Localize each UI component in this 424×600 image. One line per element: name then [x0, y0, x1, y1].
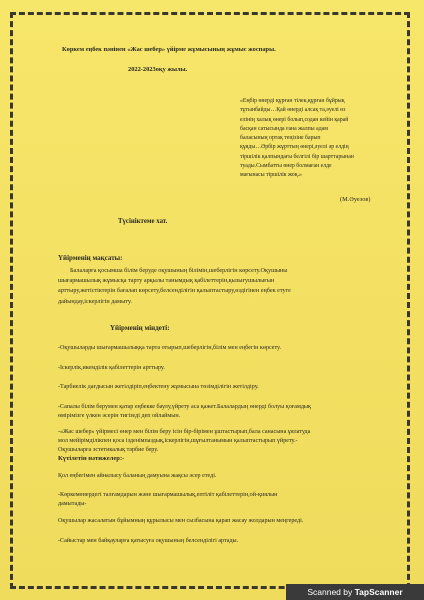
scanner-watermark — [286, 584, 424, 600]
expected-results-heading: Күтілетін нәтижелер:- — [58, 455, 125, 462]
quote-line: елінің халық өнері болып,содан кейін қарай — [240, 116, 349, 123]
goal-line: арттыру,жетістіктерін бағалап көрсету,белсенділігін қалыптастыру,өздігінен еңбек етуге — [58, 287, 291, 295]
epigraph-quote — [240, 97, 390, 181]
quote-line: туады.Сымбатты өнер болмаған елде — [240, 163, 332, 170]
task-item — [58, 383, 388, 392]
academic-year: 2022-2023оқу жылы. — [128, 66, 188, 73]
expected-line: -Сайыстар мен байқауларға қатысуға оқушының белсенділігі артады. — [58, 538, 239, 544]
goal-line: дайындау,іскерлігін дамыту. — [58, 297, 132, 305]
expected-line: Оқушылар жасалатын бұйымның құрылысы мен сызбасына қарап жасау жолдарын меңгереді. — [58, 518, 304, 524]
expected-item — [58, 517, 388, 526]
expected-item — [58, 472, 388, 481]
quote-line: мағынасы тіршілік жоқ.» — [240, 172, 302, 179]
quote-line: баласының ортақ теңізіне барып — [240, 135, 321, 142]
task-item — [58, 403, 388, 421]
quote-line: «Еңбір өнерді құрған тілек,құрған бұйрық — [240, 98, 345, 104]
quote-author: (М.Әуезов) — [340, 196, 371, 203]
expected-item — [58, 491, 388, 509]
task-line: мол мейірімділікпен қоса ізденімпаздық,іскерлігін,шұғылтанымын қалыптастырып үйрету.- — [58, 437, 298, 444]
task-line: Оқушыларға эстетикалық тәрбие беру. — [58, 446, 159, 453]
task-line: -Сапалы білім берумен қатар еңбекке баулу,үйрету аса қажет.Балалардың өнерді болуы қоғамдық — [58, 404, 311, 410]
quote-line: басқан сатысында ғана жалпы адам — [240, 125, 328, 132]
expected-item — [58, 537, 388, 546]
goal-line: шығармашылық жұмысқа тарту арқылы танымдық қабілеттерін,қызығушылығын — [58, 277, 275, 285]
goal-heading: Үйірменің мақсаты: — [58, 254, 123, 262]
explanation-heading: Түсініктеме хат. — [118, 218, 168, 225]
scanner-brand: TapScanner — [354, 587, 403, 597]
quote-line: тұтынбайды…Қай өнерді алсақ та,әуелі өз — [240, 107, 346, 114]
expected-line: дамытады- — [58, 500, 87, 507]
task-line: -«Жас шебер» үйірмесі өнер мен білім беру ісін бір-бірімен ұштастырып,бала санасына ұялатуда — [58, 429, 311, 435]
goal-paragraph — [58, 266, 388, 307]
scanner-prefix: Scanned by — [307, 587, 355, 597]
quote-line: құяды…Әрбір жұрттың өнері,әуелі әр елдің — [240, 144, 349, 151]
task-line: -Іскерлік,икемділік қабілеттерін арттыру. — [58, 365, 165, 371]
task-item — [58, 428, 388, 454]
task-line: өмірімізге үлкен әсерін тигізеді деп ойлаймын. — [58, 412, 181, 419]
task-item — [58, 364, 388, 373]
expected-line: -Көркемөнердегі талғамдарын және шығармашылық,ептіліт қабілеттерін,ой-қиялын — [58, 492, 278, 498]
document-title: Көркем еңбек пәнінен «Жас шебер» үйірме жұмысының жұмыс жоспары. — [62, 46, 276, 53]
task-line: -Оқушыларды шығармашылыққа тарта отырып,шеберлігін,білім мен еңбегін көрсету. — [58, 345, 282, 351]
task-line: -Тарбиелік дағдысын жетілдіріп,еңбектену жұмысына төзімділігін жетілдіру. — [58, 384, 259, 390]
quote-line: тіршілік қалпындағы белгілі бір шарттарынан — [240, 153, 354, 160]
expected-line: Қол еңбегімен айналысу баланың дамуына жақсы әсер етеді. — [58, 473, 217, 479]
goal-line: Балаларға қосымша білім беруде оқушының білімін,шеберлігін көрсету.Оқушыны — [70, 267, 288, 274]
task-item — [58, 344, 388, 353]
tasks-heading: Үйірменің міндеті: — [110, 324, 170, 332]
